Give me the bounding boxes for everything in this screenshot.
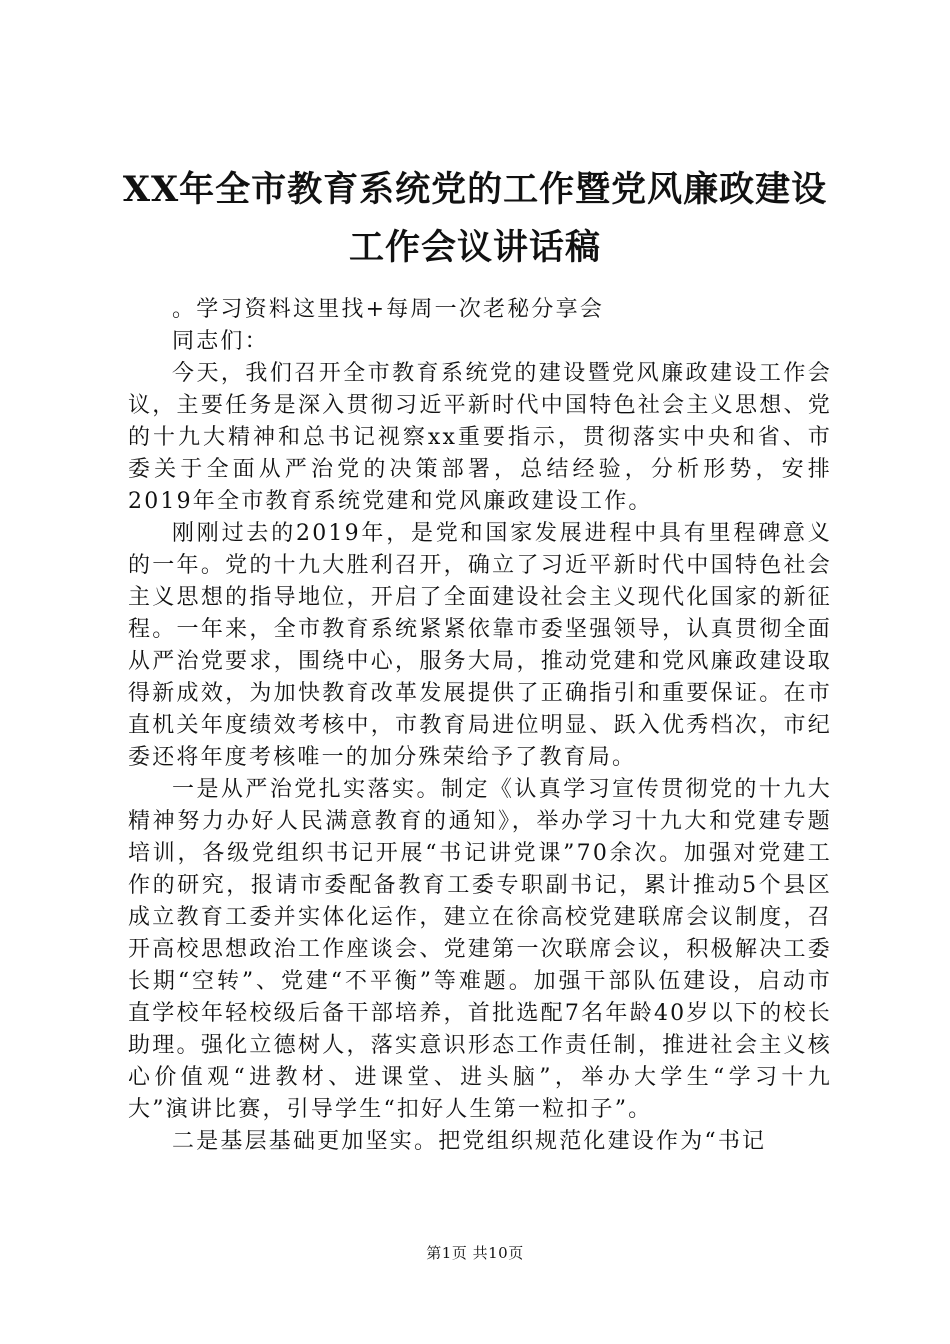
paragraph-point-one: 一是从严治党扎实落实。制定《认真学习宣传贯彻党的十九大精神努力办好人民满意教育的通知》，举办学习十九大和党建专题培训，各级党组织书记开展“书记讲党课”70余次。加强对党建工作的研究，报请市委配备教育工委专职副书记，累计推动5个县区成立教育工委并实体化运作，建立在徐高校党建联席会议制度，召开高校思想政治工作座谈会、党建第一次联席会议，积极解决工委长期“空转”、党建“不平衡”等难题。加强干部队伍建设，启动市直学校年轻校级后备干部培养，首批选配7名年龄40岁以下的校长助理。强化立德树人，落实意识形态工作责任制，推进社会主义核心价值观“进教材、进课堂、进头脑”，举办大学生“学习十九大”演讲比赛，引导学生“扣好人生第一粒扣子”。 [128,777,832,1122]
paragraph-intro: 今天，我们召开全市教育系统党的建设暨党风廉政建设工作会议，主要任务是深入贯彻习近平新时代中国特色社会主义思想、党的十九大精神和总书记视察xx重要指示，贯彻落实中央和省、市委关于全面从严治党的决策部署，总结经验，分析形势，安排2019年全市教育系统党建和党风廉政建设工作。 [128,361,832,514]
paragraph-point-two: 二是基层基础更加坚实。把党组织规范化建设作为“书记 [172,1129,767,1154]
paragraph-note: 。学习资料这里找+每周一次老秘分享会 [172,297,605,322]
document-body [128,294,832,1158]
paragraph-review: 刚刚过去的2019年，是党和国家发展进程中具有里程碑意义的一年。党的十九大胜利召开，确立了习近平新时代中国特色社会主义思想的指导地位，开启了全面建设社会主义现代化国家的新征程。一年来，全市教育系统紧紧依靠市委坚强领导，认真贯彻全面从严治党要求，围绕中心，服务大局，推动党建和党风廉政建设取得新成效，为加快教育改革发展提供了正确指引和重要保证。在市直机关年度绩效考核中，市教育局进位明显、跃入优秀档次，市纪委还将年度考核唯一的加分殊荣给予了教育局。 [128,521,832,770]
document-title-line-2: 工作会议讲话稿 [348,227,601,268]
paragraph-salutation: 同志们： [172,329,269,354]
document-title-line-1: XX年全市教育系统党的工作暨党风廉政建设 [122,169,828,210]
page-number-footer: 第1页 共10页 [426,1244,524,1262]
